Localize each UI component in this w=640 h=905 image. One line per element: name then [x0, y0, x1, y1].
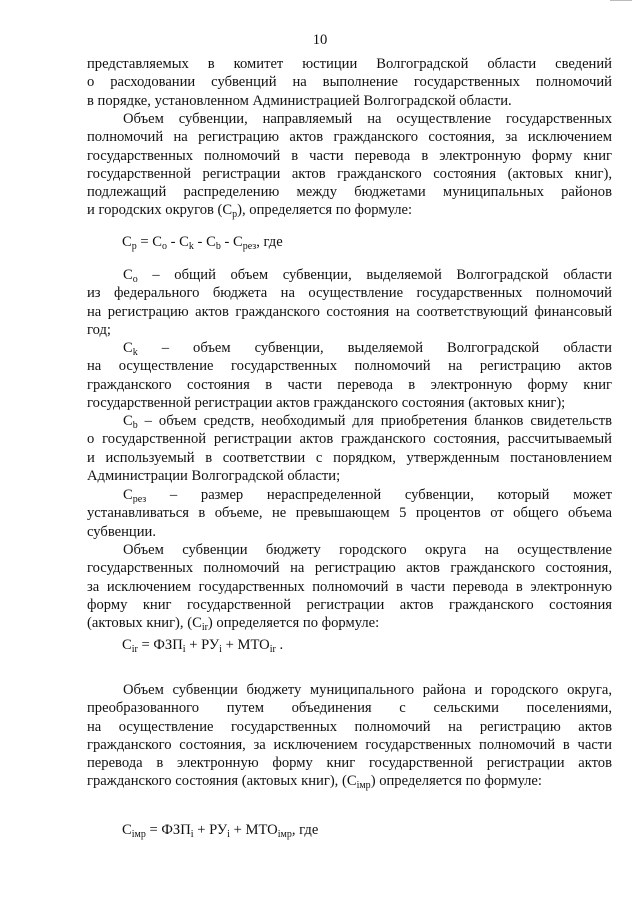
text-line: государственной регистрации актов гражданского состояния (актовых книг); — [87, 394, 566, 411]
text-line: государственной регистрации актов гражданского состояния (актовых книг), — [87, 165, 612, 182]
definition-crez — [87, 486, 612, 541]
text-line: гражданского состояния, за исключением государственных полномочий в части — [87, 736, 612, 753]
paragraph-city-district — [87, 541, 612, 632]
paragraph-municipal-district — [87, 681, 612, 791]
text-line: Объем субвенции бюджету городского округа на осуществление — [123, 542, 612, 558]
text-line: Объем субвенции, направляемый на осуществление государственных — [123, 111, 612, 127]
text-line: на регистрацию актов гражданского состояния на соответствующий финансовый — [87, 303, 612, 320]
text-line: и используемый в соответствии с порядком, утвержденным постановлением — [87, 449, 612, 466]
paragraph-subvention-volume — [87, 110, 612, 220]
text-line: преобразованного путем объединения с сельскими поселениями, — [87, 700, 612, 717]
text-line: на осуществление государственных полномочий на регистрацию актов — [87, 358, 612, 375]
definition-cb — [87, 412, 612, 485]
formula-cp: $С_р = С_о - С_k - С_b - С_{рез}$, где — [122, 234, 283, 252]
text-line: гражданского состояния (актовых книг), $(С_{iмр})$ определяется по формуле: — [87, 773, 542, 792]
text-line: подлежащий распределению между бюджетами муниципальных районов — [87, 184, 612, 201]
text-line: государственных полномочий на регистрацию актов гражданского состояния, — [87, 560, 612, 577]
text-line: о государственной регистрации актов гражданского состояния, рассчитываемый — [87, 431, 612, 448]
definition-ck — [87, 339, 612, 412]
text-line: перевода в электронную форму книг государственной регистрации актов — [87, 755, 612, 772]
text-line: полномочий на регистрацию актов гражданского состояния, за исключением — [87, 129, 612, 146]
text-line: $С_{рез}$ – размер нераспределенной субвенции, который может — [123, 487, 612, 505]
text-line: субвенции. — [87, 523, 156, 540]
paragraph-reporting — [87, 55, 612, 110]
text-line: Администрации Волгоградской области; — [87, 467, 341, 484]
definition-co — [87, 266, 612, 339]
text-line: (актовых книг), $(С_{ir})$ определяется по формуле: — [87, 615, 380, 634]
text-line: гражданского состояния в части перевода в электронную форму книг — [87, 376, 612, 393]
text-line: о расходовании субвенций на выполнение государственных полномочий — [87, 74, 612, 91]
text-line: в порядке, установленном Администрацией Волгоградской области. — [87, 92, 512, 109]
text-line: из федерального бюджета на осуществление государственных полномочий — [87, 285, 612, 302]
text-line: на осуществление государственных полномочий на регистрацию актов — [87, 718, 612, 735]
text-line: $С_k$ – объем субвенции, выделяемой Волгоградской области — [123, 340, 612, 358]
text-line: представляемых в комитет юстиции Волгоградской области сведений — [87, 56, 612, 72]
text-line: год; — [87, 321, 111, 338]
text-line: Объем субвенции бюджету муниципального района и городского округа, — [123, 682, 612, 698]
text-line: за исключением государственных полномочий в части перевода в электронную — [87, 578, 612, 595]
page-number: 10 — [312, 32, 328, 48]
text-line: форму книг государственной регистрации актов гражданского состояния — [87, 596, 612, 613]
text-line: $С_b$ – объем средств, необходимый для приобретения бланков свидетельств — [123, 413, 612, 431]
text-line: и городских округов $(С_р)$, определяется по формуле: — [87, 202, 413, 221]
text-line: государственных полномочий в части перевода в электронную форму книг — [87, 147, 612, 164]
text-line: $С_о$ – общий объем субвенции, выделяемой Волгоградской области — [123, 267, 612, 285]
formula-cir: $С_{ir} = ФЗП_i + РУ_i + МТО_{ir}$ . — [122, 637, 284, 655]
page-corner-mark — [610, 0, 632, 3]
formula-cimr: $С_{iмр} = ФЗП_i + РУ_i + МТО_{iмр}$, где — [122, 822, 319, 840]
text-line: устанавливаться в объеме, не превышающем 5 процентов от общего объема — [87, 505, 612, 522]
